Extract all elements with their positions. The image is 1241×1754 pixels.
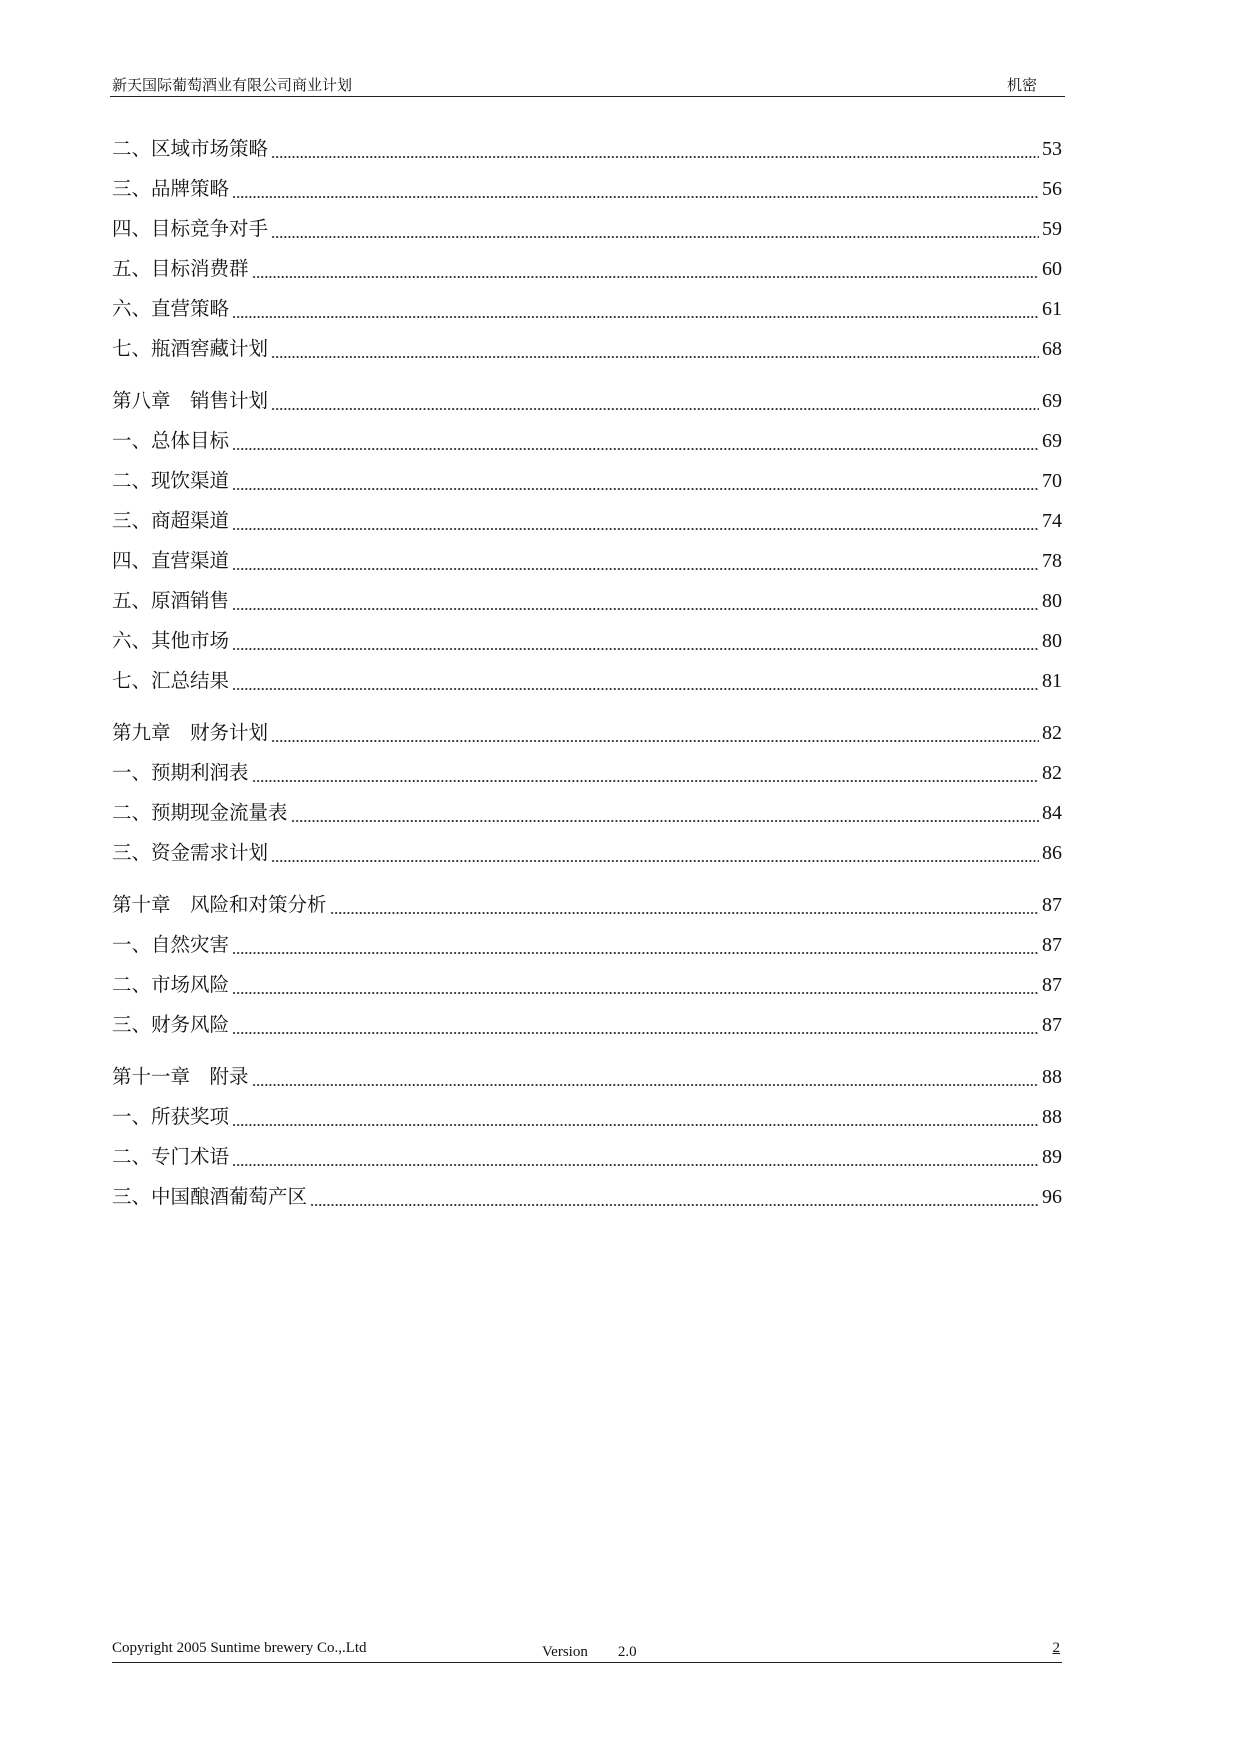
toc-entry-title: 七、汇总结果 bbox=[112, 669, 230, 692]
toc-entry-page: 84 bbox=[1042, 802, 1062, 824]
page-footer bbox=[112, 1640, 1062, 1663]
toc-entry[interactable] bbox=[112, 717, 1062, 757]
toc-entry-page: 56 bbox=[1042, 178, 1062, 200]
toc-entry-page: 96 bbox=[1042, 1186, 1062, 1208]
table-of-contents bbox=[112, 133, 1062, 1221]
toc-entry[interactable] bbox=[112, 465, 1062, 505]
dot-leader bbox=[271, 740, 1039, 742]
toc-entry[interactable] bbox=[112, 757, 1062, 797]
dot-leader bbox=[232, 992, 1039, 994]
toc-entry-title: 五、目标消费群 bbox=[112, 257, 249, 280]
toc-entry[interactable] bbox=[112, 1101, 1062, 1141]
toc-entry-page: 68 bbox=[1042, 338, 1062, 360]
toc-entry-title: 五、原酒销售 bbox=[112, 589, 230, 612]
toc-entry-title: 一、所获奖项 bbox=[112, 1105, 230, 1128]
toc-entry-page: 69 bbox=[1042, 430, 1062, 452]
toc-entry-page: 61 bbox=[1042, 298, 1062, 320]
toc-entry-title: 六、直营策略 bbox=[112, 297, 230, 320]
toc-entry[interactable] bbox=[112, 545, 1062, 585]
toc-entry[interactable] bbox=[112, 585, 1062, 625]
toc-entry[interactable] bbox=[112, 505, 1062, 545]
toc-entry[interactable] bbox=[112, 1061, 1062, 1101]
toc-entry[interactable] bbox=[112, 929, 1062, 969]
toc-entry[interactable] bbox=[112, 889, 1062, 929]
toc-entry-title: 三、商超渠道 bbox=[112, 509, 230, 532]
dot-leader bbox=[330, 912, 1039, 914]
toc-entry-page: 82 bbox=[1042, 722, 1062, 744]
toc-entry-title: 六、其他市场 bbox=[112, 629, 230, 652]
toc-entry-page: 88 bbox=[1042, 1066, 1062, 1088]
toc-entry-title: 四、直营渠道 bbox=[112, 549, 230, 572]
toc-entry-title: 三、中国酿酒葡萄产区 bbox=[112, 1185, 308, 1208]
dot-leader bbox=[232, 448, 1039, 450]
toc-entry[interactable] bbox=[112, 293, 1062, 333]
toc-entry-page: 88 bbox=[1042, 1106, 1062, 1128]
toc-entry[interactable] bbox=[112, 213, 1062, 253]
page-header bbox=[110, 74, 1065, 97]
toc-entry-page: 82 bbox=[1042, 762, 1062, 784]
document-title: 新天国际葡萄酒业有限公司商业计划 bbox=[112, 76, 353, 94]
toc-entry-page: 87 bbox=[1042, 1014, 1062, 1036]
toc-entry[interactable] bbox=[112, 665, 1062, 705]
toc-entry-page: 70 bbox=[1042, 470, 1062, 492]
dot-leader bbox=[232, 1164, 1039, 1166]
toc-entry-title: 三、资金需求计划 bbox=[112, 841, 269, 864]
dot-leader bbox=[252, 780, 1039, 782]
toc-entry-title: 三、财务风险 bbox=[112, 1013, 230, 1036]
toc-entry-page: 60 bbox=[1042, 258, 1062, 280]
dot-leader bbox=[271, 408, 1039, 410]
dot-leader bbox=[232, 568, 1039, 570]
dot-leader bbox=[232, 528, 1039, 530]
dot-leader bbox=[232, 648, 1039, 650]
dot-leader bbox=[291, 820, 1039, 822]
toc-entry-page: 87 bbox=[1042, 894, 1062, 916]
toc-entry-title: 二、市场风险 bbox=[112, 973, 230, 996]
toc-entry[interactable] bbox=[112, 625, 1062, 665]
toc-entry-page: 87 bbox=[1042, 974, 1062, 996]
toc-entry-title: 一、预期利润表 bbox=[112, 761, 249, 784]
toc-entry-title: 第九章 财务计划 bbox=[112, 721, 269, 744]
toc-entry[interactable] bbox=[112, 1181, 1062, 1221]
toc-entry-page: 80 bbox=[1042, 590, 1062, 612]
toc-entry-title: 三、品牌策略 bbox=[112, 177, 230, 200]
toc-entry-page: 69 bbox=[1042, 390, 1062, 412]
dot-leader bbox=[271, 236, 1039, 238]
toc-entry-title: 七、瓶酒窖藏计划 bbox=[112, 337, 269, 360]
confidential-label: 机密 bbox=[1006, 76, 1037, 94]
toc-entry-title: 第八章 销售计划 bbox=[112, 389, 269, 412]
toc-entry-page: 53 bbox=[1042, 138, 1062, 160]
toc-entry-page: 87 bbox=[1042, 934, 1062, 956]
dot-leader bbox=[232, 688, 1039, 690]
dot-leader bbox=[232, 1124, 1039, 1126]
toc-entry-title: 一、自然灾害 bbox=[112, 933, 230, 956]
dot-leader bbox=[271, 860, 1039, 862]
page-number: 2 bbox=[1052, 1640, 1060, 1656]
toc-entry-page: 78 bbox=[1042, 550, 1062, 572]
dot-leader bbox=[271, 156, 1039, 158]
toc-entry-title: 第十一章 附录 bbox=[112, 1065, 249, 1088]
toc-entry-title: 一、总体目标 bbox=[112, 429, 230, 452]
dot-leader bbox=[252, 1084, 1039, 1086]
toc-entry[interactable] bbox=[112, 797, 1062, 837]
toc-entry[interactable] bbox=[112, 173, 1062, 213]
toc-entry-title: 二、预期现金流量表 bbox=[112, 801, 288, 824]
toc-entry-page: 74 bbox=[1042, 510, 1062, 532]
toc-entry-title: 第十章 风险和对策分析 bbox=[112, 893, 327, 916]
dot-leader bbox=[232, 1032, 1039, 1034]
toc-entry-title: 二、专门术语 bbox=[112, 1145, 230, 1168]
dot-leader bbox=[232, 488, 1039, 490]
version-text: Version 2.0 bbox=[542, 1644, 637, 1660]
toc-entry-title: 二、现饮渠道 bbox=[112, 469, 230, 492]
dot-leader bbox=[232, 316, 1039, 318]
toc-entry[interactable] bbox=[112, 333, 1062, 373]
toc-entry[interactable] bbox=[112, 253, 1062, 293]
toc-entry-title: 二、区域市场策略 bbox=[112, 137, 269, 160]
toc-entry-page: 86 bbox=[1042, 842, 1062, 864]
toc-entry[interactable] bbox=[112, 1141, 1062, 1181]
dot-leader bbox=[232, 196, 1039, 198]
copyright-text: Copyright 2005 Suntime brewery Co.,.Ltd bbox=[112, 1640, 367, 1656]
dot-leader bbox=[271, 356, 1039, 358]
toc-entry[interactable] bbox=[112, 385, 1062, 425]
dot-leader bbox=[310, 1204, 1039, 1206]
toc-entry[interactable] bbox=[112, 837, 1062, 877]
toc-entry-page: 89 bbox=[1042, 1146, 1062, 1168]
toc-entry[interactable] bbox=[112, 425, 1062, 465]
dot-leader bbox=[232, 608, 1039, 610]
toc-entry-title: 四、目标竞争对手 bbox=[112, 217, 269, 240]
toc-entry[interactable] bbox=[112, 1009, 1062, 1049]
dot-leader bbox=[252, 276, 1039, 278]
toc-entry-page: 80 bbox=[1042, 630, 1062, 652]
toc-entry-page: 81 bbox=[1042, 670, 1062, 692]
toc-entry[interactable] bbox=[112, 133, 1062, 173]
dot-leader bbox=[232, 952, 1039, 954]
toc-entry-page: 59 bbox=[1042, 218, 1062, 240]
toc-entry[interactable] bbox=[112, 969, 1062, 1009]
